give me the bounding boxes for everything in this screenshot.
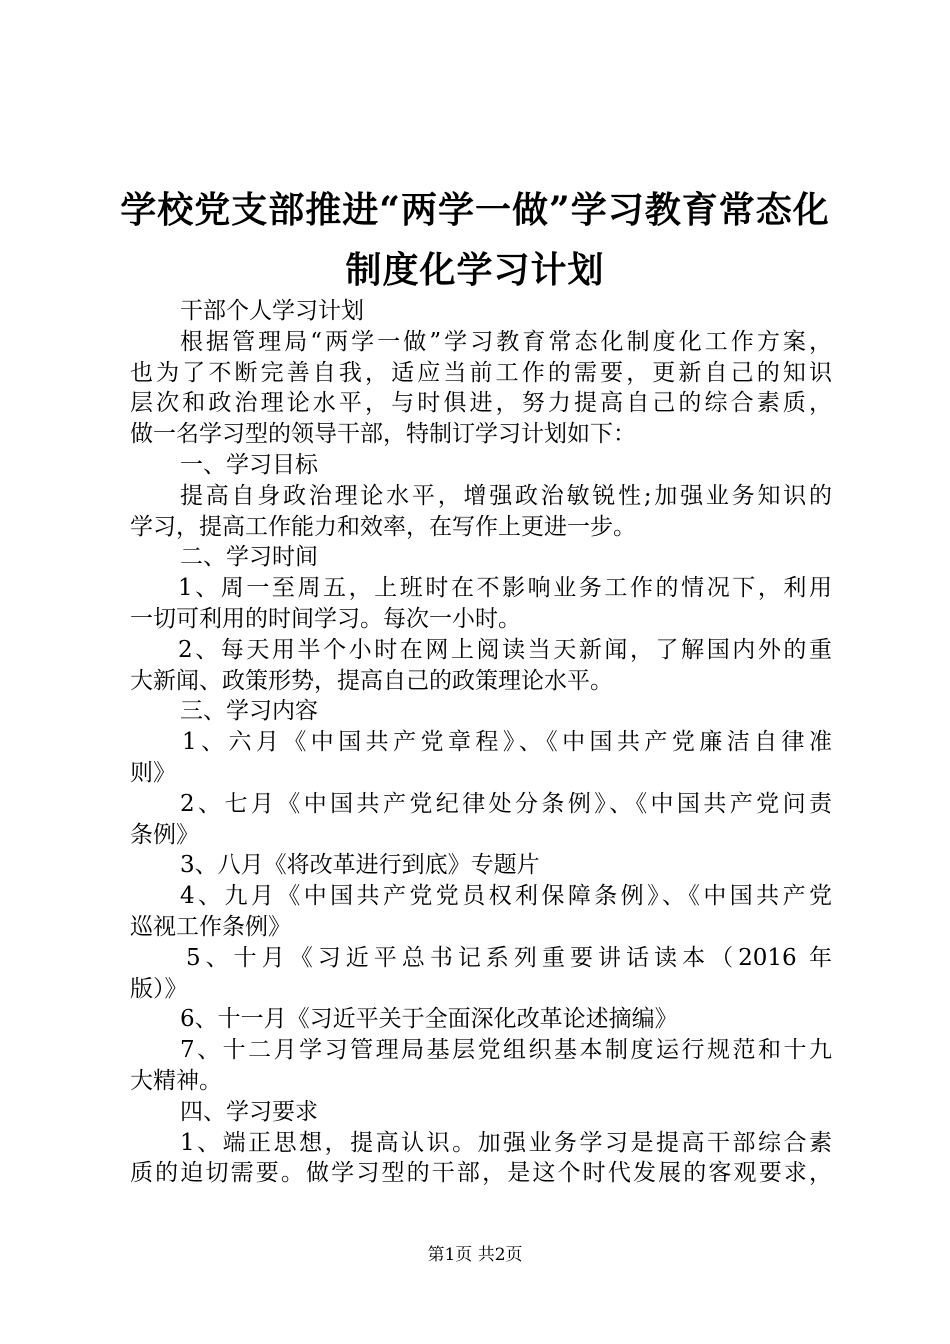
list-item-line: 巡视工作条例》 xyxy=(130,913,291,940)
document-title-line-1: 学校党支部推进“两学一做”学习教育常态化 xyxy=(120,189,830,231)
document-title-line-2: 制度化学习计划 xyxy=(345,249,605,291)
paragraph-line: 干部个人学习计划 xyxy=(180,298,364,324)
list-item-line: 3、八月《将改革进行到底》专题片 xyxy=(180,852,540,879)
section-heading: 三、学习内容 xyxy=(180,698,318,725)
paragraph-line: 1、周一至周五，上班时在不影响业务工作的情况下，利用 xyxy=(178,575,832,602)
page-number-footer: 第1页 共2页 xyxy=(427,1245,523,1265)
paragraph-line: 层次和政治理论水平，与时俱进，努力提高自己的综合素质， xyxy=(130,390,832,417)
paragraph-line: 一切可利用的时间学习。每次一小时。 xyxy=(130,605,521,632)
paragraph-line: 大新闻、政策形势，提高自己的政策理论水平。 xyxy=(130,667,613,694)
paragraph-line: 做一名学习型的领导干部，特制订学习计划如下： xyxy=(130,421,636,448)
paragraph-line: 学习，提高工作能力和效率，在写作上更进一步。 xyxy=(130,513,636,540)
paragraph-line: 提高自身政治理论水平，增强政治敏锐性;加强业务知识的 xyxy=(180,482,832,509)
list-item-line: 7、十二月学习管理局基层党组织基本制度运行规范和十九 xyxy=(180,1037,832,1064)
section-heading: 二、学习时间 xyxy=(180,544,318,571)
list-item-line: 版）》 xyxy=(130,975,188,1002)
paragraph-line: 2、每天用半个小时在网上阅读当天新闻，了解国内外的重 xyxy=(178,636,832,663)
section-heading: 一、学习目标 xyxy=(180,451,318,478)
list-item-line: 条例》 xyxy=(130,821,199,848)
paragraph-line: 也为了不断完善自我，适应当前工作的需要，更新自己的知识 xyxy=(130,359,832,386)
list-item-line: 则》 xyxy=(130,759,176,786)
paragraph-line: 根据管理局“两学一做”学习教育常态化制度化工作方案， xyxy=(180,328,832,355)
list-item-line: 4、九月《中国共产党党员权利保障条例》、《中国共产党 xyxy=(180,883,832,910)
list-item-line: 5、十月《习近平总书记系列重要讲话读本（2016 年 xyxy=(186,944,832,971)
paragraph-line: 质的迫切需要。做学习型的干部，是这个时代发展的客观要求， xyxy=(130,1160,832,1187)
list-item-line: 6、十一月《习近平关于全面深化改革论述摘编》 xyxy=(180,1006,678,1033)
list-item-line: 2、七月《中国共产党纪律处分条例》、《中国共产党问责 xyxy=(180,790,832,817)
list-item-line: 大精神。 xyxy=(130,1067,222,1094)
document-body xyxy=(130,296,832,1189)
paragraph-line: 1、端正思想，提高认识。加强业务学习是提高干部综合素 xyxy=(180,1129,832,1156)
list-item-line: 1、六月《中国共产党章程》、《中国共产党廉洁自律准 xyxy=(182,729,832,756)
section-heading: 四、学习要求 xyxy=(180,1098,318,1125)
